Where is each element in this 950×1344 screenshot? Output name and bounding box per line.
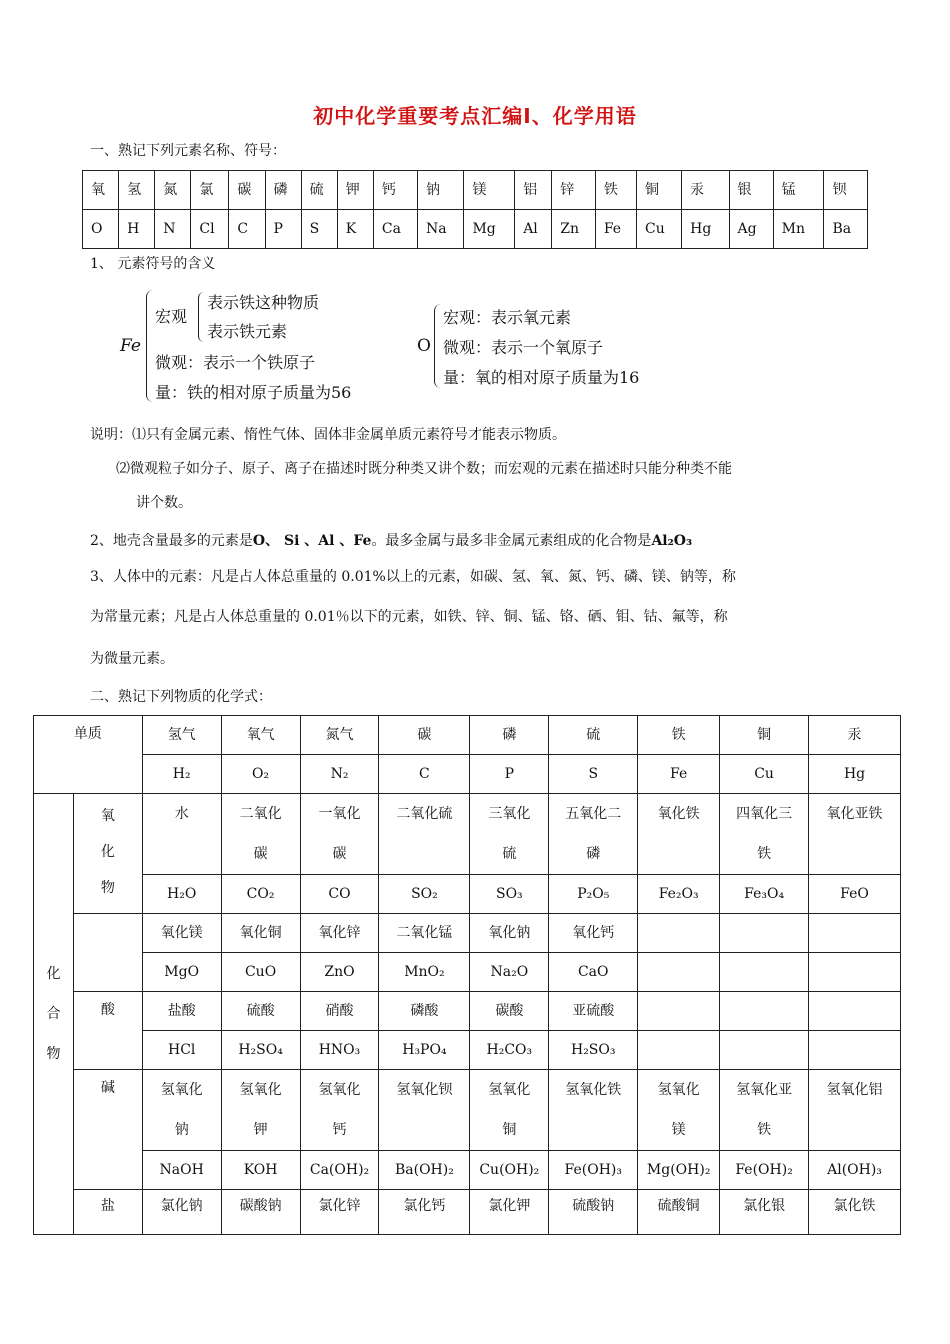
paragraph-2 [90, 530, 692, 550]
cell-line: 铁 [757, 1122, 772, 1138]
oxide-label: 氧 化 物 [73, 794, 142, 914]
simple-formula-cell: Fe [638, 755, 720, 794]
p2-mid: 。最多金属与最多非金属元素组成的化合物是 [371, 533, 652, 549]
element-name-cell: 钾 [337, 171, 373, 210]
simple-name-cell: 氧气 [221, 716, 300, 755]
acid-name-cell: 硝酸 [300, 992, 379, 1031]
salt-label: 盐 [73, 1190, 142, 1235]
simple-name-cell: 磷 [470, 716, 549, 755]
oxide-formula-cell: ZnO [300, 953, 379, 992]
paragraph-3a: 3、人体中的元素：凡是占人体总重量的 0.01%以上的元素，如碳、氢、氧、氮、钙、磷、镁、钠等，称 [90, 569, 736, 585]
salt-name-cell: 氯化钾 [470, 1190, 549, 1235]
oxide-formula-cell: SO₃ [470, 875, 549, 914]
base-name-cell [300, 1070, 379, 1151]
cell-line: 氧化铁 [657, 806, 700, 822]
simple-formula-cell: S [549, 755, 638, 794]
element-name-cell: 磷 [265, 171, 301, 210]
base-formula-cell: Ca(OH)₂ [300, 1151, 379, 1190]
cell-line: 钙 [332, 1122, 347, 1138]
acid-formula-cell: H₂CO₃ [470, 1031, 549, 1070]
element-symbol-cell: N [155, 210, 191, 249]
oxide-formula-cell: MnO₂ [379, 953, 470, 992]
oxide-name-cell [720, 794, 809, 875]
element-symbol-cell: Al [515, 210, 552, 249]
base-name-cell [470, 1070, 549, 1151]
p2-compound: Al₂O₃ [651, 533, 693, 549]
element-symbol-cell: H [119, 210, 155, 249]
oxide-formula-cell: Na₂O [470, 953, 549, 992]
base-name-cell [221, 1070, 300, 1151]
element-name-cell: 锰 [773, 171, 824, 210]
cell-line: 氢氧化钡 [396, 1082, 453, 1098]
acid-name-cell: 盐酸 [142, 992, 221, 1031]
base-formula-cell: NaOH [142, 1151, 221, 1190]
oxide-blank [73, 914, 142, 992]
acid-formula-cell [720, 1031, 809, 1070]
element-name-cell: 铝 [515, 171, 552, 210]
paragraph-3c: 为微量元素。 [90, 651, 174, 667]
element-name-cell: 氯 [191, 171, 229, 210]
cell-line: 二氧化硫 [396, 806, 453, 822]
o-brace [434, 304, 441, 388]
simple-name-cell: 铜 [720, 716, 809, 755]
o-quantity: 量：氧的相对原子质量为16 [443, 368, 640, 387]
element-name-cell: 钡 [824, 171, 868, 210]
element-name-cell: 铁 [595, 171, 636, 210]
element-symbol-cell: Mg [464, 210, 515, 249]
element-name-cell: 氧 [83, 171, 119, 210]
oxide-name-cell [809, 794, 901, 875]
fe-micro: 微观：表示一个铁原子 [155, 353, 316, 372]
element-symbol-cell: Zn [552, 210, 596, 249]
element-symbol-row [83, 210, 868, 249]
salt-name-cell: 氯化钙 [379, 1190, 470, 1235]
cell-line: 三氧化 [488, 806, 531, 822]
base-name-cell [379, 1070, 470, 1151]
p2-pre: 2、地壳含量最多的元素是 [90, 533, 253, 549]
base-formula-cell: Cu(OH)₂ [470, 1151, 549, 1190]
acid-label: 酸 [73, 992, 142, 1070]
simple-name-cell: 铁 [638, 716, 720, 755]
base-formula-cell: KOH [221, 1151, 300, 1190]
element-name-cell: 锌 [552, 171, 596, 210]
fe-macro-label: 宏观 [155, 307, 188, 326]
oxide-name-cell [142, 794, 221, 875]
fe-symbol: Fe [120, 336, 141, 356]
oxide-formula-cell: P₂O₅ [549, 875, 638, 914]
oxide-name-cell: 氧化铜 [221, 914, 300, 953]
element-name-cell: 硫 [301, 171, 337, 210]
paragraph-3b: 为常量元素；凡是占人体总重量的 0.01％以下的元素，如铁、锌、铜、锰、铬、硒、钼、钴、氟等，称 [90, 609, 728, 625]
oxide-formula-cell: CaO [549, 953, 638, 992]
element-name-cell: 氮 [155, 171, 191, 210]
cell-line: 氢氧化 [239, 1082, 282, 1098]
acid-name-cell: 碳酸 [470, 992, 549, 1031]
element-symbol-cell: Ag [729, 210, 773, 249]
cell-line: 水 [174, 806, 189, 822]
element-symbol-cell: O [83, 210, 119, 249]
salt-name-cell: 氯化铁 [809, 1190, 901, 1235]
base-name-cell [638, 1070, 720, 1151]
acid-formula-cell [809, 1031, 901, 1070]
simple-name-cell: 硫 [549, 716, 638, 755]
element-symbol-cell: P [265, 210, 301, 249]
cell-line: 氢氧化铁 [565, 1082, 622, 1098]
element-name-cell: 碳 [229, 171, 265, 210]
cell-line: 钠 [174, 1122, 189, 1138]
fe-brace [146, 290, 153, 402]
salt-name-cell: 碳酸钠 [221, 1190, 300, 1235]
acid-name-cell: 磷酸 [379, 992, 470, 1031]
element-name-cell: 铜 [637, 171, 682, 210]
oxide-formula-cell: Fe₃O₄ [720, 875, 809, 914]
base-formula-cell: Ba(OH)₂ [379, 1151, 470, 1190]
meaning-heading: 1、 元素符号的含义 [90, 256, 216, 272]
simple-name-cell: 碳 [379, 716, 470, 755]
cell-line: 氢氧化 [488, 1082, 531, 1098]
cell-line: 四氧化三 [736, 806, 793, 822]
simple-name-cell: 氢气 [142, 716, 221, 755]
element-name-cell: 镁 [464, 171, 515, 210]
simple-formula-cell: C [379, 755, 470, 794]
base-formula-cell: Mg(OH)₂ [638, 1151, 720, 1190]
oxide-formula-cell: FeO [809, 875, 901, 914]
element-symbol-cell: Mn [773, 210, 824, 249]
cell-line: 碳 [332, 846, 347, 862]
oxide-name-cell [549, 794, 638, 875]
oxide-name-cell: 氧化钠 [470, 914, 549, 953]
fe-macro-1: 表示铁这种物质 [207, 293, 320, 312]
salt-name-cell: 氯化锌 [300, 1190, 379, 1235]
cell-line: 氢氧化亚 [736, 1082, 793, 1098]
salt-name-cell: 硫酸铜 [638, 1190, 720, 1235]
oxide-name-cell: 氧化钙 [549, 914, 638, 953]
fe-macro-2: 表示铁元素 [207, 322, 288, 341]
o-symbol: O [417, 336, 431, 356]
base-label: 碱 [73, 1070, 142, 1190]
p2-elements: O、 Si 、Al 、Fe [252, 533, 372, 549]
o-macro: 宏观：表示氧元素 [443, 308, 572, 327]
simple-name-cell: 汞 [809, 716, 901, 755]
oxide-name-cell: 氧化镁 [142, 914, 221, 953]
acid-name-cell [638, 992, 720, 1031]
cell-line: 钾 [253, 1122, 268, 1138]
simple-formula-cell: N₂ [300, 755, 379, 794]
oxide-formula-cell [809, 953, 901, 992]
oxide-formula-cell: SO₂ [379, 875, 470, 914]
fe-quantity: 量：铁的相对原子质量为56 [155, 383, 352, 402]
base-name-cell [549, 1070, 638, 1151]
acid-formula-cell [638, 1031, 720, 1070]
oxide-formula-cell: MgO [142, 953, 221, 992]
base-name-cell [809, 1070, 901, 1151]
simple-label: 单质 [34, 716, 143, 794]
salt-name-cell: 硫酸钠 [549, 1190, 638, 1235]
cell-line: 铁 [757, 846, 772, 862]
element-name-cell: 氢 [119, 171, 155, 210]
oxide-formula-cell [638, 953, 720, 992]
cell-line: 磷 [586, 846, 601, 862]
section2-heading: 二、熟记下列物质的化学式： [90, 689, 272, 705]
oxide-formula-cell: CO [300, 875, 379, 914]
oxide-name-cell [720, 914, 809, 953]
base-name-cell [142, 1070, 221, 1151]
element-symbol-cell: Ca [373, 210, 417, 249]
simple-formula-cell: H₂ [142, 755, 221, 794]
acid-formula-cell: H₂SO₃ [549, 1031, 638, 1070]
cell-line: 二氧化 [239, 806, 282, 822]
cell-line: 氢氧化 [318, 1082, 361, 1098]
cell-line: 镁 [671, 1122, 686, 1138]
cell-line: 五氧化二 [565, 806, 622, 822]
oxide-name-cell [809, 914, 901, 953]
section1-heading: 一、熟记下列元素名称、符号： [90, 143, 286, 159]
salt-name-cell: 氯化银 [720, 1190, 809, 1235]
simple-formula-cell: Hg [809, 755, 901, 794]
simple-formula-cell: O₂ [221, 755, 300, 794]
acid-name-cell [809, 992, 901, 1031]
cell-line: 硫 [502, 846, 517, 862]
cell-line: 氢氧化 [160, 1082, 203, 1098]
oxide-formula-cell: CuO [221, 953, 300, 992]
cell-line: 一氧化 [318, 806, 361, 822]
oxide-name-cell [221, 794, 300, 875]
oxide-name-cell [638, 914, 720, 953]
o-micro: 微观：表示一个氧原子 [443, 338, 604, 357]
acid-name-cell: 硫酸 [221, 992, 300, 1031]
oxide-formula-cell: CO₂ [221, 875, 300, 914]
base-formula-cell: Fe(OH)₂ [720, 1151, 809, 1190]
base-formula-cell: Fe(OH)₃ [549, 1151, 638, 1190]
cell-line: 氧化亚铁 [826, 806, 883, 822]
oxide-formula-cell [720, 953, 809, 992]
note-1: 说明：⑴只有金属元素、惰性气体、固体非金属单质元素符号才能表示物质。 [90, 427, 566, 443]
compound-label: 化 合 物 [34, 794, 74, 1235]
cell-line: 氢氧化铝 [826, 1082, 883, 1098]
note-2b: 讲个数。 [136, 495, 192, 511]
element-name-row [83, 171, 868, 210]
element-name-cell: 银 [729, 171, 773, 210]
acid-name-cell [720, 992, 809, 1031]
element-symbol-cell: Ba [824, 210, 868, 249]
oxide-formula-cell: H₂O [142, 875, 221, 914]
acid-formula-cell: HNO₃ [300, 1031, 379, 1070]
element-symbol-cell: Cu [637, 210, 682, 249]
oxide-name-cell [470, 794, 549, 875]
element-symbol-cell: Cl [191, 210, 229, 249]
element-name-cell: 钠 [417, 171, 464, 210]
element-name-cell: 钙 [373, 171, 417, 210]
fe-macro-brace [198, 292, 204, 342]
cell-line: 氢氧化 [657, 1082, 700, 1098]
element-symbol-cell: Fe [595, 210, 636, 249]
simple-formula-cell: Cu [720, 755, 809, 794]
element-symbol-cell: Hg [682, 210, 729, 249]
oxide-name-cell [300, 794, 379, 875]
element-table [82, 170, 868, 249]
page-title: 初中化学重要考点汇编Ⅰ、化学用语 [313, 104, 637, 128]
element-symbol-cell: Na [417, 210, 464, 249]
note-2a: ⑵微观粒子如分子、原子、离子在描述时既分种类又讲个数；而宏观的元素在描述时只能分种类不能 [116, 461, 732, 477]
oxide-name-cell [379, 794, 470, 875]
acid-name-cell: 亚硫酸 [549, 992, 638, 1031]
oxide-name-cell: 氧化锌 [300, 914, 379, 953]
oxide-formula-cell: Fe₂O₃ [638, 875, 720, 914]
salt-name-cell: 氯化钠 [142, 1190, 221, 1235]
cell-line: 铜 [502, 1122, 517, 1138]
element-symbol-cell: S [301, 210, 337, 249]
element-symbol-cell: K [337, 210, 373, 249]
element-name-cell: 汞 [682, 171, 729, 210]
acid-formula-cell: H₃PO₄ [379, 1031, 470, 1070]
oxide-name-cell [638, 794, 720, 875]
acid-formula-cell: H₂SO₄ [221, 1031, 300, 1070]
base-formula-cell: Al(OH)₃ [809, 1151, 901, 1190]
simple-name-cell: 氮气 [300, 716, 379, 755]
acid-formula-cell: HCl [142, 1031, 221, 1070]
simple-formula-cell: P [470, 755, 549, 794]
cell-line: 碳 [253, 846, 268, 862]
oxide-name-cell: 二氧化锰 [379, 914, 470, 953]
formula-table [33, 715, 901, 1235]
element-symbol-cell: C [229, 210, 265, 249]
base-name-cell [720, 1070, 809, 1151]
